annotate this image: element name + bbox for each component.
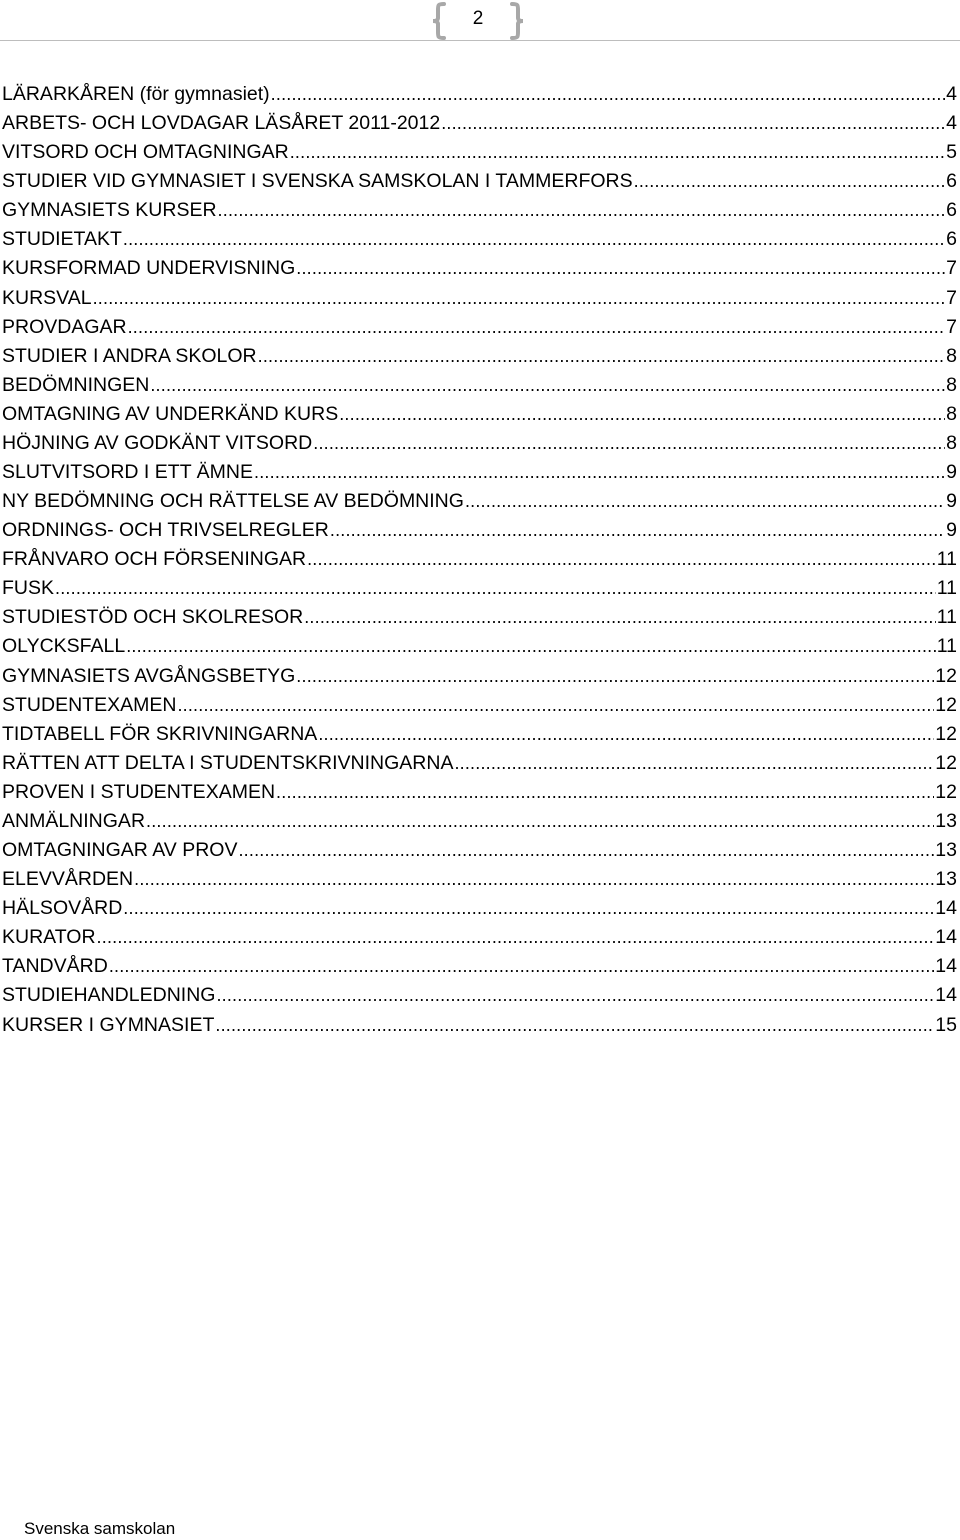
toc-dot-leader — [339, 400, 945, 429]
toc-entry-page: 11 — [936, 606, 957, 629]
toc-entry[interactable] — [2, 749, 957, 778]
header-rule — [0, 40, 960, 41]
toc-dot-leader — [441, 109, 945, 138]
toc-entry-page: 9 — [946, 519, 957, 542]
toc-entry[interactable] — [2, 167, 957, 196]
toc-entry-title: OLYCKSFALL — [2, 635, 126, 658]
toc-dot-leader — [123, 225, 945, 254]
toc-dot-leader — [126, 632, 936, 661]
toc-entry-title: NY BEDÖMNING OCH RÄTTELSE AV BEDÖMNING — [2, 490, 464, 513]
toc-entry-page: 11 — [936, 635, 957, 658]
toc-entry-page: 6 — [946, 170, 957, 193]
toc-entry-page: 14 — [935, 955, 957, 978]
toc-entry-page: 8 — [946, 373, 957, 396]
toc-dot-leader — [271, 80, 945, 109]
toc-entry[interactable] — [2, 313, 957, 342]
toc-entry-title: OMTAGNINGAR AV PROV — [2, 839, 238, 862]
page-footer: Svenska samskolan — [24, 1519, 176, 1538]
toc-entry-title: KURSVAL — [2, 286, 92, 309]
toc-entry-page: 12 — [935, 664, 957, 687]
toc-entry-title: OMTAGNING AV UNDERKÄND KURS — [2, 402, 339, 425]
toc-dot-leader — [218, 196, 946, 225]
toc-entry[interactable] — [2, 865, 957, 894]
toc-entry[interactable] — [2, 371, 957, 400]
toc-entry-page: 8 — [946, 431, 957, 454]
page-header — [0, 0, 960, 44]
toc-entry[interactable] — [2, 429, 957, 458]
toc-dot-leader — [134, 865, 934, 894]
toc-entry-title: ARBETS- OCH LOVDAGAR LÄSÅRET 2011-2012 — [2, 112, 441, 135]
toc-entry-title: STUDENTEXAMEN — [2, 693, 177, 716]
toc-dot-leader — [313, 429, 945, 458]
toc-entry-title: ORDNINGS- OCH TRIVSELREGLER — [2, 519, 329, 542]
toc-entry[interactable] — [2, 196, 957, 225]
toc-entry-page: 7 — [946, 286, 957, 309]
toc-dot-leader — [55, 574, 936, 603]
toc-entry[interactable] — [2, 894, 957, 923]
toc-entry-title: STUDIER I ANDRA SKOLOR — [2, 344, 257, 367]
toc-dot-leader — [454, 749, 934, 778]
toc-dot-leader — [216, 981, 934, 1010]
toc-entry-title: VITSORD OCH OMTAGNINGAR — [2, 141, 289, 164]
toc-entry[interactable] — [2, 284, 957, 313]
toc-entry-page: 13 — [935, 809, 957, 832]
toc-entry-page: 14 — [935, 984, 957, 1007]
toc-dot-leader — [146, 807, 934, 836]
toc-entry[interactable] — [2, 516, 957, 545]
toc-entry-page: 11 — [936, 577, 957, 600]
toc-dot-leader — [150, 371, 945, 400]
toc-entry-page: 14 — [935, 897, 957, 920]
toc-entry-page: 15 — [935, 1013, 957, 1036]
toc-entry-page: 12 — [935, 693, 957, 716]
toc-entry-page: 14 — [935, 926, 957, 949]
toc-entry-title: ANMÄLNINGAR — [2, 809, 146, 832]
toc-dot-leader — [296, 254, 945, 283]
toc-entry-title: TANDVÅRD — [2, 955, 108, 978]
toc-entry[interactable] — [2, 342, 957, 371]
toc-entry[interactable] — [2, 603, 957, 632]
toc-dot-leader — [634, 167, 946, 196]
toc-entry[interactable] — [2, 1011, 957, 1040]
toc-entry-page: 7 — [946, 315, 957, 338]
toc-dot-leader — [318, 720, 934, 749]
toc-entry[interactable] — [2, 574, 957, 603]
toc-entry-title: STUDIETAKT — [2, 228, 122, 251]
toc-entry[interactable] — [2, 225, 957, 254]
toc-entry[interactable] — [2, 923, 957, 952]
toc-entry[interactable] — [2, 545, 957, 574]
toc-entry-page: 9 — [946, 461, 957, 484]
toc-entry-page: 11 — [936, 548, 957, 571]
toc-entry-page: 8 — [946, 344, 957, 367]
toc-entry-title: PROVEN I STUDENTEXAMEN — [2, 780, 276, 803]
toc-entry-title: KURSFORMAD UNDERVISNING — [2, 257, 296, 280]
toc-entry-page: 6 — [946, 228, 957, 251]
toc-entry-title: STUDIESTÖD OCH SKOLRESOR — [2, 606, 304, 629]
toc-entry[interactable] — [2, 691, 957, 720]
toc-entry[interactable] — [2, 458, 957, 487]
toc-entry[interactable] — [2, 138, 957, 167]
page-number: 2 — [472, 8, 484, 29]
toc-dot-leader — [97, 923, 935, 952]
toc-dot-leader — [330, 516, 945, 545]
toc-entry-page: 5 — [946, 141, 957, 164]
toc-dot-leader — [215, 1011, 934, 1040]
toc-entry-page: 13 — [935, 868, 957, 891]
toc-entry-title: HÄLSOVÅRD — [2, 897, 123, 920]
toc-entry-title: RÄTTEN ATT DELTA I STUDENTSKRIVNINGARNA — [2, 751, 454, 774]
toc-dot-leader — [276, 778, 934, 807]
toc-dot-leader — [254, 458, 945, 487]
toc-entry-title: FRÅNVARO OCH FÖRSENINGAR — [2, 548, 307, 571]
toc-entry[interactable] — [2, 254, 957, 283]
toc-entry-title: GYMNASIETS KURSER — [2, 199, 217, 222]
toc-dot-leader — [128, 313, 946, 342]
toc-dot-leader — [258, 342, 945, 371]
toc-entry[interactable] — [2, 487, 957, 516]
toc-entry[interactable] — [2, 400, 957, 429]
toc-entry-page: 4 — [946, 112, 957, 135]
toc-entry-page: 6 — [946, 199, 957, 222]
toc-entry[interactable] — [2, 632, 957, 661]
toc-entry-title: GYMNASIETS AVGÅNGSBETYG — [2, 664, 296, 687]
toc-entry-page: 12 — [935, 780, 957, 803]
toc-entry-page: 12 — [935, 751, 957, 774]
right-brace-icon — [508, 2, 526, 40]
toc-dot-leader — [93, 284, 946, 313]
toc-entry-title: ELEVVÅRDEN — [2, 868, 134, 891]
toc-entry-page: 4 — [946, 83, 957, 105]
toc-entry-title: KURATOR — [2, 926, 96, 949]
toc-dot-leader — [109, 952, 934, 981]
toc-dot-leader — [177, 691, 934, 720]
toc-entry-page: 7 — [946, 257, 957, 280]
toc-entry-page: 9 — [946, 490, 957, 513]
toc-entry-page: 13 — [935, 839, 957, 862]
toc-entry[interactable] — [2, 778, 957, 807]
toc-entry[interactable] — [2, 981, 957, 1010]
toc-entry-title: BEDÖMNINGEN — [2, 373, 150, 396]
toc-entry-title: HÖJNING AV GODKÄNT VITSORD — [2, 431, 313, 454]
left-brace-icon — [430, 2, 448, 40]
toc-dot-leader — [290, 138, 945, 167]
toc-dot-leader — [304, 603, 936, 632]
toc-entry-page: 8 — [946, 402, 957, 425]
toc-dot-leader — [465, 487, 945, 516]
toc-entry-title: TIDTABELL FÖR SKRIVNINGARNA — [2, 722, 318, 745]
toc-dot-leader — [238, 836, 934, 865]
toc-entry[interactable] — [2, 80, 957, 109]
toc-entry[interactable] — [2, 807, 957, 836]
toc-entry-title: STUDIER VID GYMNASIET I SVENSKA SAMSKOLAN I TAMMERFORS — [2, 170, 633, 193]
toc-entry-title: STUDIEHANDLEDNING — [2, 984, 216, 1007]
toc-entry[interactable] — [2, 662, 957, 691]
toc-entry[interactable] — [2, 836, 957, 865]
toc-entry-page: 12 — [935, 722, 957, 745]
toc-dot-leader — [307, 545, 936, 574]
toc-entry-title: FUSK — [2, 577, 55, 600]
toc-dot-leader — [123, 894, 934, 923]
toc-entry-title: LÄRARKÅREN (för gymnasiet) — [2, 83, 270, 105]
toc-entry-title: KURSER I GYMNASIET — [2, 1013, 215, 1036]
toc-entry[interactable] — [2, 952, 957, 981]
toc-entry-title: SLUTVITSORD I ETT ÄMNE — [2, 461, 254, 484]
table-of-contents — [2, 80, 957, 1040]
toc-entry-title: PROVDAGAR — [2, 315, 127, 338]
toc-entry[interactable] — [2, 109, 957, 138]
toc-entry[interactable] — [2, 720, 957, 749]
toc-dot-leader — [296, 662, 934, 691]
